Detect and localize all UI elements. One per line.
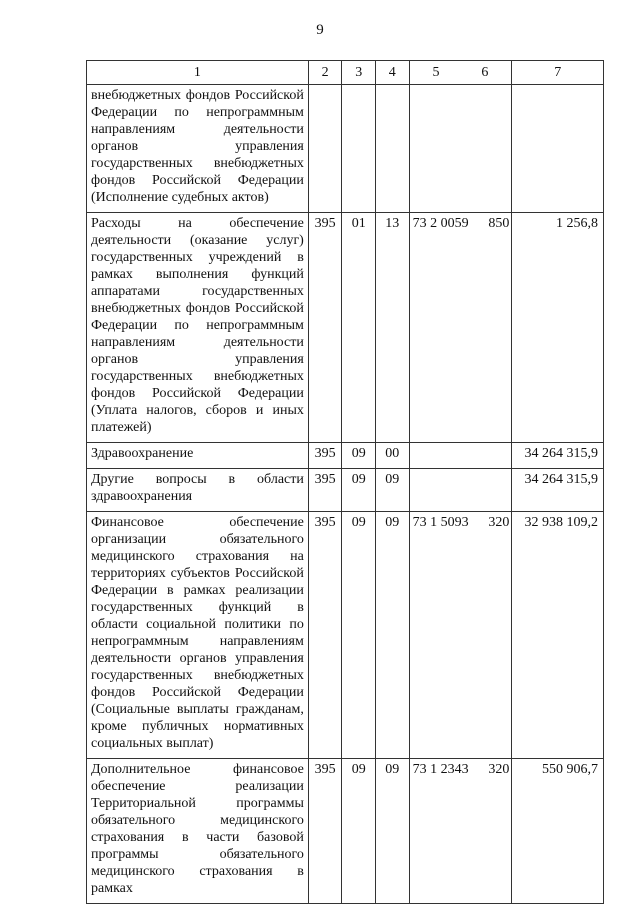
budget-table: [86, 60, 604, 904]
row-amount: 34 264 315,9: [512, 443, 604, 469]
row-codes: [409, 443, 512, 469]
row-amount: 32 938 109,2: [512, 512, 604, 759]
table-row: [87, 469, 604, 512]
row-ministry: 395: [308, 443, 342, 469]
row-subsection: 09: [376, 759, 410, 904]
row-ministry: 395: [308, 512, 342, 759]
row-section: 09: [342, 512, 376, 759]
table-row: [87, 443, 604, 469]
table-row: [87, 85, 604, 213]
row-section: [342, 85, 376, 213]
header-col-6: 6: [481, 65, 489, 80]
row-ministry: 395: [308, 469, 342, 512]
row-expense-type: 850: [488, 216, 510, 231]
row-codes: [409, 213, 512, 443]
table-row: [87, 759, 604, 904]
page-number: 9: [316, 22, 324, 38]
row-amount: 1 256,8: [512, 213, 604, 443]
row-amount: 550 906,7: [512, 759, 604, 904]
row-expense-type: 320: [488, 515, 510, 530]
row-target-article: 73 1 2343: [412, 762, 469, 777]
row-codes: [409, 512, 512, 759]
row-section: 01: [342, 213, 376, 443]
row-section: 09: [342, 469, 376, 512]
row-section: 09: [342, 443, 376, 469]
row-name: внебюджетных фондов Российской Федерации по непрограммным направлениям деятельности органов управления государственных внебюджетных фондов Российской Федерации (Исполнение судебных актов): [87, 85, 309, 213]
table-header-row: [87, 61, 604, 85]
row-codes: [409, 759, 512, 904]
row-codes: [409, 469, 512, 512]
row-subsection: 00: [376, 443, 410, 469]
row-section: 09: [342, 759, 376, 904]
row-target-article: 73 1 5093: [412, 515, 469, 530]
header-col-7: 7: [512, 61, 604, 85]
row-target-article: 73 2 0059: [412, 216, 469, 231]
header-col-4: 4: [376, 61, 410, 85]
row-ministry: 395: [308, 759, 342, 904]
row-ministry: [308, 85, 342, 213]
row-subsection: 09: [376, 512, 410, 759]
header-col-5-6: [409, 61, 512, 85]
row-subsection: 09: [376, 469, 410, 512]
row-amount: 34 264 315,9: [512, 469, 604, 512]
row-subsection: 13: [376, 213, 410, 443]
table-row: [87, 512, 604, 759]
table-row: [87, 213, 604, 443]
row-name: Дополнительное финансовое обеспечение реализации Территориальной программы обязательного медицинского страхования в части базовой программы обязательного медицинского страхования в рамках: [87, 759, 309, 904]
header-col-2: 2: [308, 61, 342, 85]
row-name: Расходы на обеспечение деятельности (оказание услуг) государственных учреждений в рамках выполнения функций аппаратами государственных внебюджетных фондов Российской Федерации по непрограммным направлениям деятельности органов управления государственных внебюджетных фондов Российской Федерации (Уплата налогов, сборов и иных платежей): [87, 213, 309, 443]
row-subsection: [376, 85, 410, 213]
row-ministry: 395: [308, 213, 342, 443]
row-name: Другие вопросы в области здравоохранения: [87, 469, 309, 512]
header-col-3: 3: [342, 61, 376, 85]
row-name: Здравоохранение: [87, 443, 309, 469]
row-name: Финансовое обеспечение организации обязательного медицинского страхования на территориях субъектов Российской Федерации в рамках реализации государственных функций в области социальной политики по непрограммным направлениям деятельности органов управления государственных внебюджетных фондов Российской Федерации (Социальные выплаты гражданам, кроме публичных нормативных социальных выплат): [87, 512, 309, 759]
row-codes: [409, 85, 512, 213]
header-col-1: 1: [87, 61, 309, 85]
header-col-5: 5: [432, 65, 440, 80]
row-amount: [512, 85, 604, 213]
row-expense-type: 320: [488, 762, 510, 777]
